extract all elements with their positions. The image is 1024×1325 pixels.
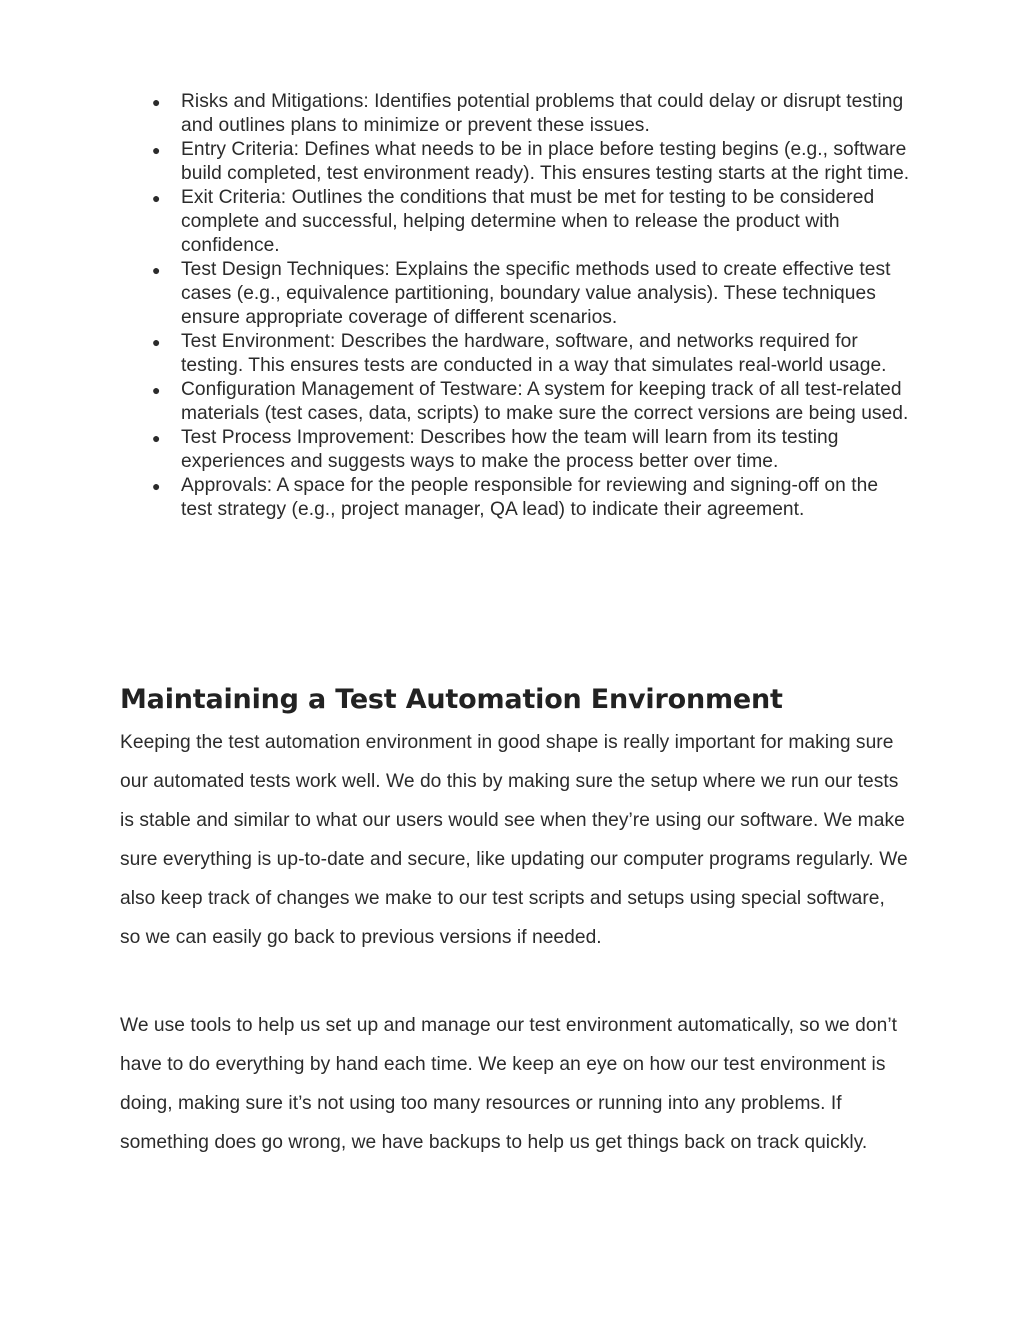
list-item xyxy=(152,90,912,138)
list-item xyxy=(152,330,912,378)
bullet-icon: ● xyxy=(152,94,161,110)
bullet-icon: ● xyxy=(152,334,161,350)
paragraph: Keeping the test automation environment in good shape is really important for making sure our automated tests work well. We do this by making sure the setup where we run our tests is stable and similar to what our users would see when they’re using our software. We make sure everything is up-to-date and secure, like updating our computer programs regularly. We also keep track of changes we make to our test scripts and setups using special software, so we can easily go back to previous versions if needed. xyxy=(120,732,908,948)
list-item-text: Test Environment: Describes the hardware, software, and networks required for testing. This ensures tests are conducted in a way that simulates real-world usage. xyxy=(181,331,887,376)
list-item-text: Entry Criteria: Defines what needs to be in place before testing begins (e.g., software build completed, test environment ready). This ensures testing starts at the right time. xyxy=(181,139,910,184)
bullet-list xyxy=(152,90,912,522)
list-item xyxy=(152,138,912,186)
bullet-icon: ● xyxy=(152,190,161,206)
list-item-text: Risks and Mitigations: Identifies potential problems that could delay or disrupt testing and outlines plans to minimize or prevent these issues. xyxy=(181,91,904,136)
list-item-text: Configuration Management of Testware: A system for keeping track of all test-related materials (test cases, data, scripts) to make sure the correct versions are being used. xyxy=(181,379,909,424)
list-item xyxy=(152,474,912,522)
list-item-text: Approvals: A space for the people responsible for reviewing and signing-off on the test strategy (e.g., project manager, QA lead) to indicate their agreement. xyxy=(181,475,879,520)
bullet-icon: ● xyxy=(152,478,161,494)
list-item xyxy=(152,378,912,426)
list-item xyxy=(152,426,912,474)
list-item-text: Test Process Improvement: Describes how the team will learn from its testing experiences and suggests ways to make the process better over time. xyxy=(181,427,839,472)
paragraph: We use tools to help us set up and manage our test environment automatically, so we don’t have to do everything by hand each time. We keep an eye on how our test environment is doing, making sure it’s not using too many resources or running into any problems. If something does go wrong, we have backups to help us get things back on track quickly. xyxy=(120,1015,898,1153)
section-heading: Maintaining a Test Automation Environment xyxy=(120,684,783,715)
list-item xyxy=(152,186,912,258)
list-item-text: Test Design Techniques: Explains the specific methods used to create effective test cases (e.g., equivalence partitioning, boundary value analysis). These techniques ensure appropriate coverage of different scenarios. xyxy=(181,259,891,328)
bullet-icon: ● xyxy=(152,142,161,158)
list-item xyxy=(152,258,912,330)
list-item-text: Exit Criteria: Outlines the conditions that must be met for testing to be considered complete and successful, helping determine when to release the product with confidence. xyxy=(181,187,875,256)
bullet-icon: ● xyxy=(152,382,161,398)
bullet-icon: ● xyxy=(152,262,161,278)
bullet-icon: ● xyxy=(152,430,161,446)
